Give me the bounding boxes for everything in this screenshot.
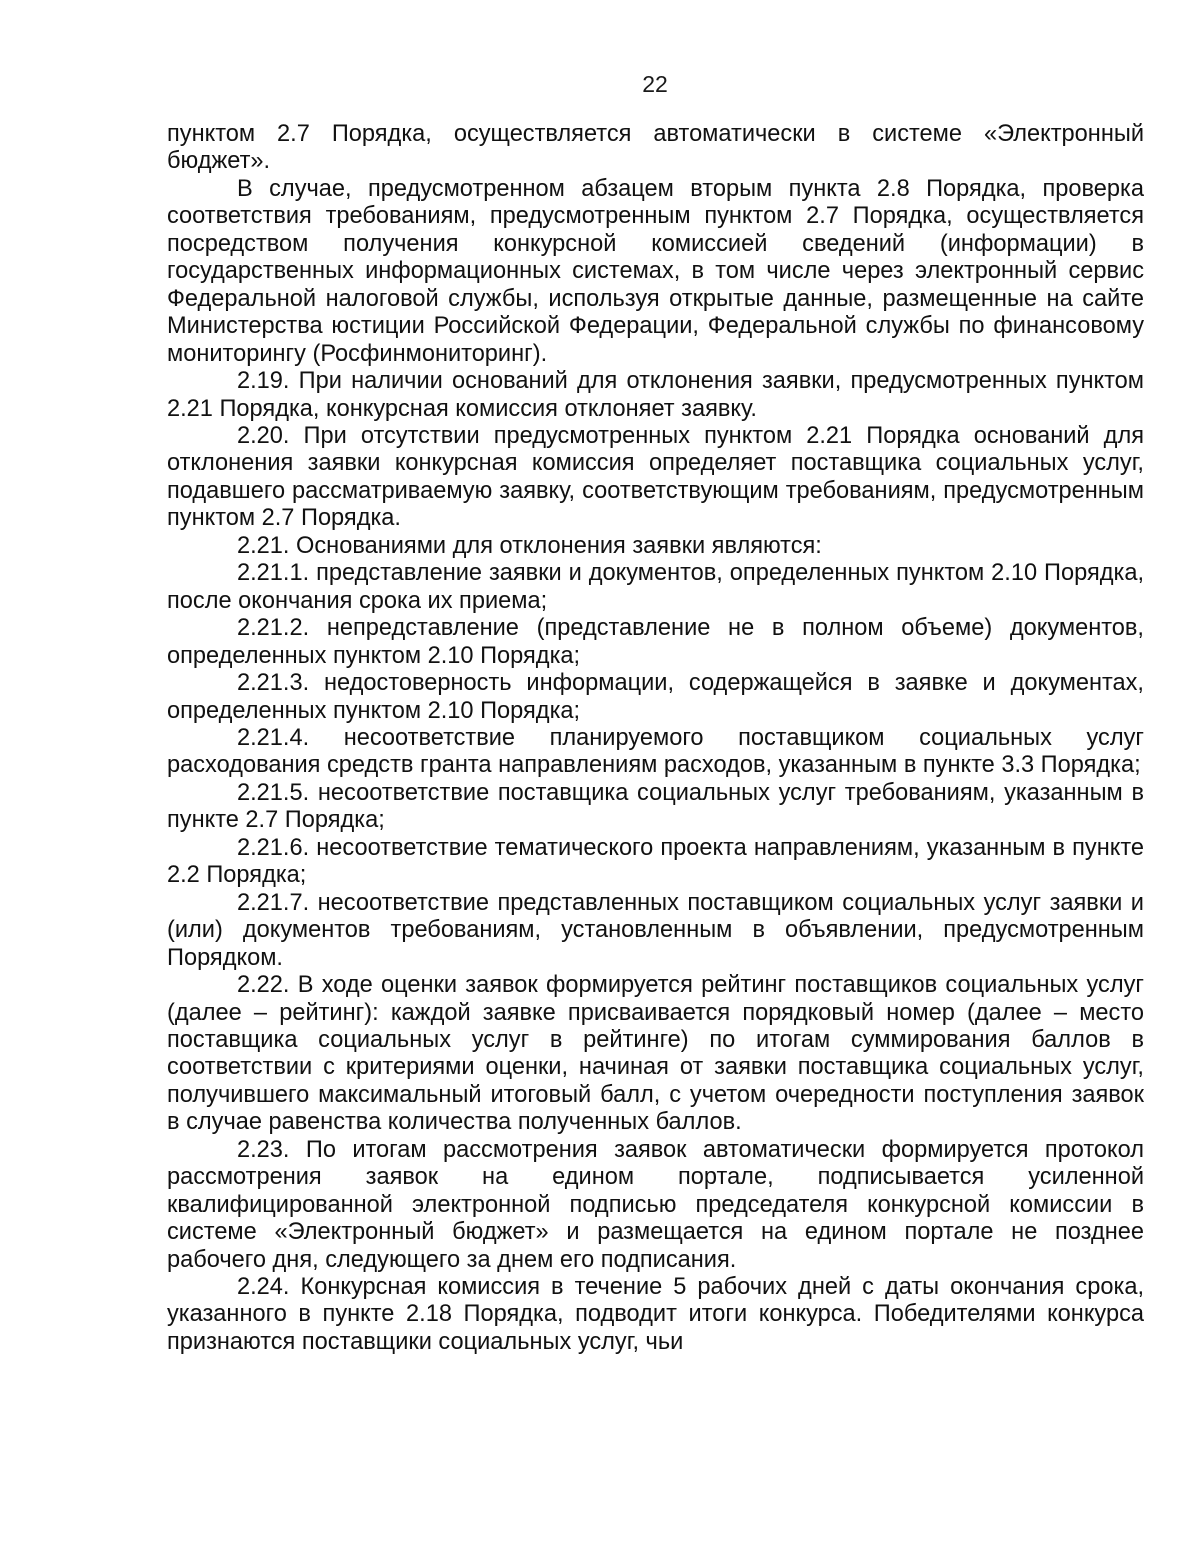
clause-2-21-6: 2.21.6. несоответствие тематического проекта направлениям, указанным в пункте 2.2 Порядка; [167, 834, 1144, 889]
clause-2-21: 2.21. Основаниями для отклонения заявки являются: [237, 532, 822, 559]
clause-2-19: 2.19. При наличии оснований для отклонения заявки, предусмотренных пунктом 2.21 Порядка, конкурсная комиссия отклоняет заявку. [167, 368, 1144, 422]
clause-2-21-4: 2.21.4. несоответствие планируемого поставщиком социальных услуг расходования средств гранта направлениям расходов, указанным в пункте 3.3 Порядка; [167, 724, 1144, 779]
clause-2-21-1: 2.21.1. представление заявки и документов, определенных пунктом 2.10 Порядка, после окончания срока их приема; [167, 560, 1144, 614]
clause-2-21-5: 2.21.5. несоответствие поставщика социальных услуг требованиям, указанным в пункте 2.7 Порядка; [167, 779, 1144, 834]
clause-2-21-2: 2.21.2. непредставление (представление не в полном объеме) документов, определенных пунктом 2.10 Порядка; [167, 615, 1144, 669]
clause-2-21-7: 2.21.7. несоответствие представленных поставщиком социальных услуг заявки и (или) документов требованиям, установленным в объявлении, предусмотренным Порядком. [167, 889, 1144, 971]
clause-2-23: 2.23. По итогам рассмотрения заявок автоматически формируется протокол рассмотрения заявок на едином портале, подписывается усиленной квалифицированной электронной подписью председателя конкурсной комиссии в системе «Электронный бюджет» и размещается на едином портале не позднее рабочего дня, следующего за днем его подписания. [167, 1136, 1144, 1273]
clause-2-24: 2.24. Конкурсная комиссия в течение 5 рабочих дней с даты окончания срока, указанного в пункте 2.18 Порядка, подводит итоги конкурса. Победителями конкурса признаются поставщики социальных услуг, чьи [167, 1274, 1144, 1355]
clause-2-22: 2.22. В ходе оценки заявок формируется рейтинг поставщиков социальных услуг (далее – рейтинг): каждой заявке присваивается порядковый номер (далее – место поставщика социальных услуг в рейтинге) по итогам суммирования баллов в соответствии с критериями оценки, начиная от заявки поставщика социальных услуг, получившего максимальный итоговый балл, с учетом очередности поступления заявок в случае равенства количества полученных баллов. [167, 972, 1144, 1136]
clause-2-21-3: 2.21.3. недостоверность информации, содержащейся в заявке и документах, определенных пунктом 2.10 Порядка; [167, 670, 1144, 724]
clause-2-20: 2.20. При отсутствии предусмотренных пунктом 2.21 Порядка оснований для отклонения заявки конкурсная комиссия определяет поставщика социальных услуг, подавшего рассматриваемую заявку, соответствующим требованиям, предусмотренным пунктом 2.7 Порядка. [167, 422, 1144, 532]
paragraph: пунктом 2.7 Порядка, осуществляется автоматически в системе «Электронный бюджет». [167, 121, 1144, 175]
page-number: 22 [642, 71, 668, 97]
document-body [167, 121, 1144, 1356]
paragraph: В случае, предусмотренном абзацем вторым пункта 2.8 Порядка, проверка соответствия требованиям, предусмотренным пунктом 2.7 Порядка, осуществляется посредством получения конкурсной комиссией сведений (информации) в государственных информационных системах, в том числе через электронный сервис Федеральной налоговой службы, используя открытые данные, размещенные на сайте Министерства юстиции Российской Федерации, Федеральной службы по финансовому мониторингу (Росфинмониторинг). [167, 175, 1144, 367]
